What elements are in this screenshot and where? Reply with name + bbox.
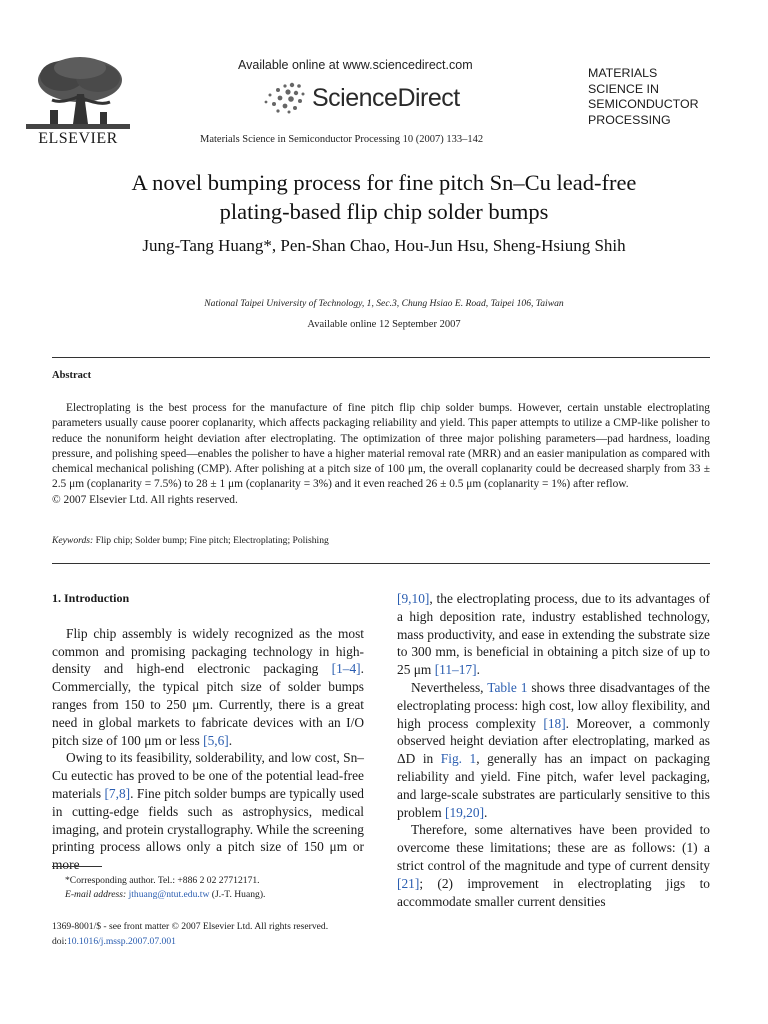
- sciencedirect-brand: ScienceDirect: [312, 83, 460, 112]
- affiliation: National Taipei University of Technology, 1, Sec.3, Chung Hsiao E. Road, Taipei 106, Taiwan: [204, 298, 564, 309]
- available-online-text: Available online at www.sciencedirect.com: [238, 58, 473, 72]
- title-line: A novel bumping process for fine pitch Sn–Cu lead-free: [131, 170, 637, 195]
- body-paragraph: [397, 590, 710, 679]
- issn-line: 1369-8001/$ - see front matter © 2007 Elsevier Ltd. All rights reserved.: [52, 921, 329, 932]
- paragraph-text: Owing to its feasibility, solderability, and low cost, Sn–Cu eutectic has proved to be one of the potential lead-free materials: [52, 750, 364, 801]
- email-link[interactable]: jthuang@ntut.edu.tw: [126, 889, 210, 900]
- abstract-copyright: © 2007 Elsevier Ltd. All rights reserved.: [52, 493, 238, 506]
- body-paragraph: [397, 679, 710, 821]
- body-paragraph: [52, 625, 364, 750]
- paragraph-text: .: [484, 804, 488, 820]
- paragraph-text: . Fine pitch solder bumps are typically used in cutting-edge fields such as astrophysics, medical imaging, and protein crystallography. While the screening printing process allows only a pitch size of 150 μm or more: [52, 785, 364, 873]
- citation-link[interactable]: [9,10]: [397, 591, 430, 606]
- doi-link[interactable]: 10.1016/j.mssp.2007.07.001: [66, 936, 176, 947]
- email-label: E-mail address:: [65, 889, 127, 900]
- section-heading: 1. Introduction: [52, 591, 130, 605]
- journal-citation: Materials Science in Semiconductor Processing 10 (2007) 133–142: [200, 134, 484, 145]
- paragraph-text: Flip chip assembly is widely recognized as the most common and promising packaging technology in high-density and high-end electronic packaging: [52, 625, 364, 677]
- citation-link[interactable]: [11–17]: [434, 662, 477, 678]
- footnote-divider: [52, 866, 102, 867]
- paragraph-text: Nevertheless,: [411, 679, 488, 695]
- body-paragraph: [52, 749, 364, 874]
- sciencedirect-dots-icon: [262, 81, 306, 115]
- email-suffix: (J.-T. Huang).: [209, 889, 266, 900]
- article-title: [40, 168, 728, 226]
- abstract-body: [52, 401, 710, 508]
- citation-link[interactable]: [19,20]: [444, 804, 485, 820]
- available-date: Available online 12 September 2007: [307, 319, 461, 330]
- paragraph-text: .: [228, 732, 233, 748]
- citation-link[interactable]: [5,6]: [203, 732, 229, 748]
- body-column-left: [52, 590, 364, 874]
- paragraph-text: , the electroplating process, due to its advantages of a high deposition rate, industry established technology, mass productivity, and ease in extending the substrate size to 300 mm, is beneficial in obtaining a pitch size of up to 25 μm: [397, 591, 710, 678]
- front-matter-info: [52, 919, 452, 949]
- paragraph-text: . Commercially, the typical pitch size of solder bumps ranges from 150 to 250 μm. Currently, there is a great need in global markets to fabricate devices with an I/O pitch size of 100 μm or less: [52, 661, 364, 748]
- body-paragraph: [397, 821, 710, 910]
- author-list: Jung-Tang Huang*, Pen-Shan Chao, Hou-Jun Hsu, Sheng-Hsiung Shih: [142, 236, 626, 255]
- journal-name-line: SCIENCE IN: [588, 81, 659, 96]
- journal-name-line: PROCESSING: [588, 112, 671, 127]
- paragraph-text: shows three disadvantages of the electroplating process: high cost, low alloy flexibility, and high process complexity: [397, 679, 710, 731]
- keywords-list: Flip chip; Solder bump; Fine pitch; Electroplating; Polishing: [93, 535, 329, 546]
- divider: [52, 357, 710, 358]
- abstract-heading: Abstract: [52, 370, 92, 381]
- citation-link[interactable]: [21]: [397, 875, 420, 891]
- paragraph-text: . Moreover, a commonly observed height deviation after electroplating, marked as ΔD in: [397, 715, 710, 767]
- corresponding-author-note: *Corresponding author. Tel.: +886 2 02 27712171.: [65, 875, 260, 886]
- email-line: [52, 888, 364, 902]
- body-column-right: [397, 590, 710, 910]
- title-line: plating-based flip chip solder bumps: [219, 199, 549, 224]
- paragraph-text: .: [476, 662, 480, 678]
- abstract-paragraph: Electroplating is the best process for the manufacture of fine pitch flip chip solder bumps. However, certain unstable electroplating parameters usually cause poorer coplanarity, which affects packaging reliability and yield. This paper attempts to utilize a CMP-like polisher to reduce the nonuniform height deviation after electroplating. The optimization of three major polishing parameters—pad hardness, loading pressure, and polishing speed—enables the polisher to have a higher material removal rate (MRR) and an easier manipulation as compared with chemical mechanical polishing (CMP). After polishing at a pitch size of 100 μm, the overall coplanarity could be decreased sharply from 33 ± 2.5 μm (coplanarity = 7.5%) to 28 ± 1 μm (coplanarity = 3%) and it even reached 26 ± 0.5 μm (coplanarity = 1%) after reflow.: [52, 402, 710, 491]
- citation-link[interactable]: [18]: [543, 715, 566, 731]
- keywords-label: Keywords:: [52, 535, 94, 546]
- paragraph-text: ; (2) improvement in electroplating jigs to accommodate smaller current densities: [397, 875, 710, 909]
- journal-name-block: [588, 66, 738, 128]
- footnote: [52, 874, 364, 902]
- paragraph-text: , generally has an impact on packaging reliability and yield. Fine pitch, wafer level packaging, and large-scale substrates are particularly sensitive to this problem: [397, 751, 710, 820]
- keywords-line: [52, 535, 710, 546]
- figure-link[interactable]: Fig. 1: [440, 751, 477, 767]
- publisher-name: ELSEVIER: [38, 130, 118, 147]
- citation-link[interactable]: [7,8]: [104, 785, 131, 801]
- doi-label: doi:: [52, 936, 67, 947]
- doi-line: [52, 934, 452, 949]
- elsevier-logo: [22, 54, 134, 148]
- table-link[interactable]: Table 1: [487, 679, 528, 695]
- citation-link[interactable]: [1–4]: [331, 661, 361, 677]
- journal-name-line: MATERIALS: [588, 66, 658, 80]
- journal-name-line: SEMICONDUCTOR: [588, 97, 699, 111]
- paragraph-text: Therefore, some alternatives have been provided to overcome these limitations; these are as follows: (1) a strict control of the magnitude and type of current density: [397, 822, 710, 873]
- sciencedirect-logo: [262, 80, 460, 116]
- divider: [52, 563, 710, 564]
